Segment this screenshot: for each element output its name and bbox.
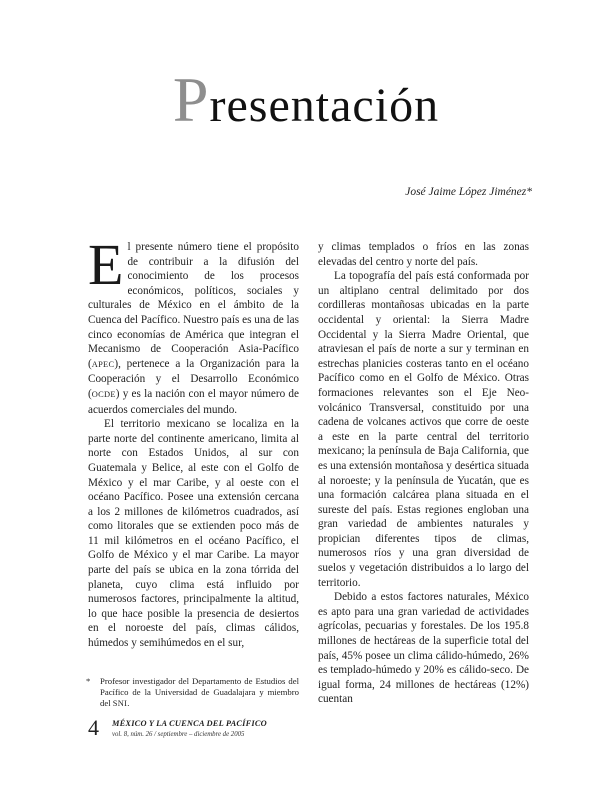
paragraph-intro	[88, 232, 299, 417]
author-byline: José Jaime López Jiménez*	[405, 186, 532, 198]
footnote-mark: *	[86, 676, 91, 686]
issue-info: vol. 8, núm. 26 / septiembre – diciembre de 2005	[112, 731, 245, 738]
sni-acronym: SNI	[112, 699, 128, 709]
title-rest: resentación	[209, 79, 440, 132]
paragraph-natural-factors: Debido a estos factores naturales, México es apto para una gran variedad de actividades agrícolas, pecuarias y forestales. De los 195.8 millones de hectáreas de la superficie total del país, 45% posee un clima cálido-húmedo, 26% es templado-húmedo y 20% es cálido-seco. De igual forma, 24 millones de hectáreas (12%) cuentan	[318, 591, 529, 706]
intro-text-c: ) y es la nación con el mayor número de acuerdos comerciales del mundo.	[88, 387, 299, 416]
article-title	[0, 64, 612, 136]
footnote-text-a: Profesor investigador del Departamento de Estudios del Pacífico de la Universidad de Guadalajara y miembro del	[100, 676, 299, 709]
intro-text-a: l presente número tiene el propósito de contribuir a la difusión del conocimiento de los procesos económicos, políticos, sociales y culturales de México en el ámbito de la Cuenca del Pacífico. Nuestro país es una de las cinco economías de América que integran el Mecanismo de Cooperación Asia-Pacífico (	[88, 241, 299, 370]
paragraph-topography: La topografía del país está conformada por un altiplano central delimitado por dos cordilleras montañosas ubicadas en la parte occidental y oriental: la Sierra Madre Occidental y la Sierra Madre Oriental, que atraviesan el país de norte a sur y terminan en estrechas planicies costeras tanto en el océano Pacífico como en el Golfo de México. Otras formaciones relevantes son el Eje Neo-volcánico Transversal, constituido por una cadena de volcanes activos que corre de oeste a este en la parte central del territorio mexicano; la península de Baja California, que es una extensión montañosa y desértica situada al noroeste; y la península de Yucatán, que es una formación calcárea plana situada en el sureste del país. Estas regiones engloban una gran variedad de ambientes naturales y propician diferentes tipos de climas, numerosos ríos y una gran diversidad de suelos y vegetación distribuidos a lo largo del territorio.	[318, 270, 529, 589]
paragraph-territory: El territorio mexicano se localiza en la parte norte del continente americano, limita al norte con Estados Unidos, al sur con Guatemala y Belice, al este con el Golfo de México y el mar Caribe, y al oeste con el océano Pacífico. Posee una extensión cercana a los 2 millones de kilómetros cuadrados, así como litorales que se extienden poco más de 11 mil kilómetros en el océano Pacífico, el Golfo de México y el mar Caribe. La mayor parte del país se ubica en la zona tórrida del planeta, cuyo clima está influido por numerosos factores, principalmente la altitud, lo que hace posible la presencia de desiertos en el noroeste del país, climas cálidos, húmedos y semihúmedos en el sur,	[88, 418, 299, 650]
footnote-text-b: .	[127, 698, 130, 709]
paragraph-continuation: y climas templados o fríos en las zonas elevadas del centro y norte del país.	[318, 241, 529, 268]
footnote-text	[88, 676, 299, 710]
journal-title: MÉXICO Y LA CUENCA DEL PACÍFICO	[112, 719, 267, 728]
intro-text-b: ), pertenece a la Organización para la Cooperación y el Desarrollo Económico (	[88, 357, 299, 400]
right-column	[318, 240, 529, 707]
apec-acronym: APEC	[91, 359, 115, 369]
ocde-acronym: OCDE	[91, 389, 116, 399]
page-number: 4	[88, 715, 99, 740]
left-column	[88, 232, 299, 651]
title-initial: P	[172, 64, 210, 135]
drop-cap: E	[88, 232, 124, 297]
footnote	[88, 676, 299, 710]
